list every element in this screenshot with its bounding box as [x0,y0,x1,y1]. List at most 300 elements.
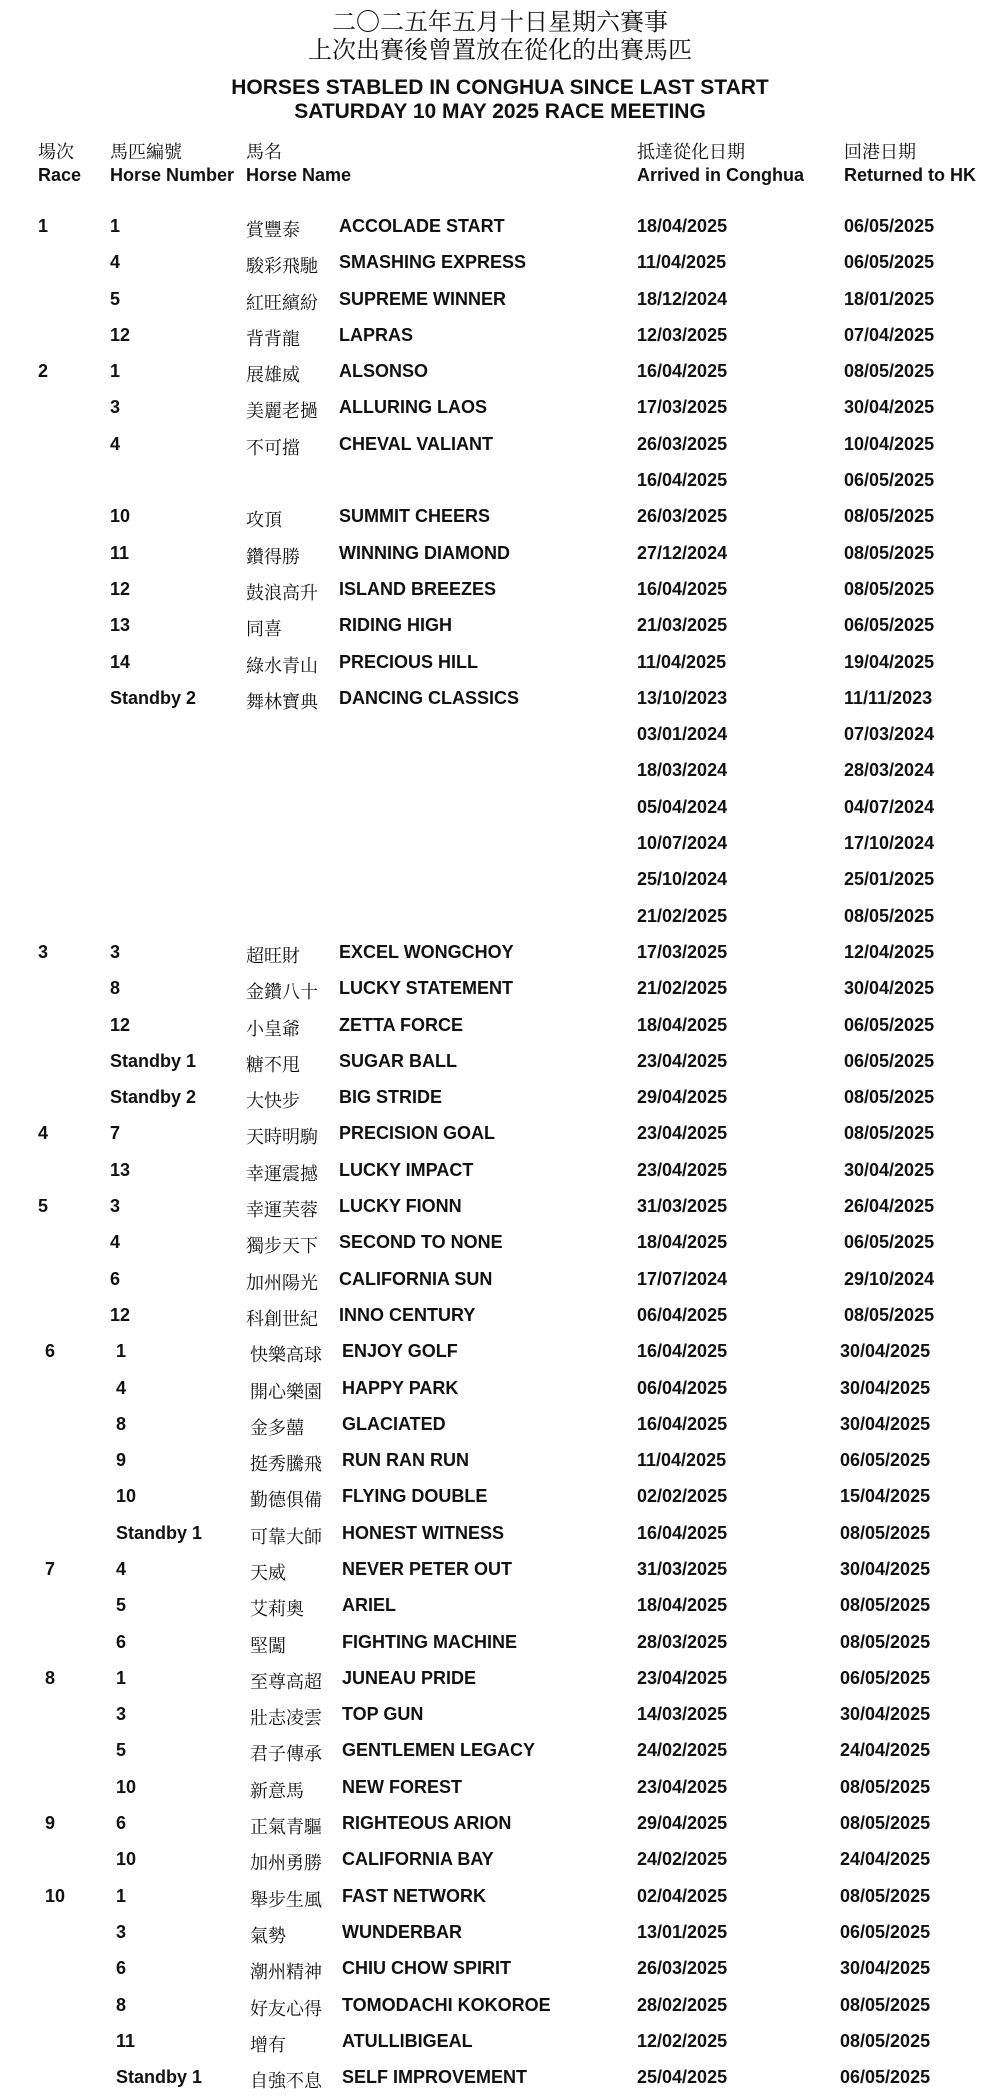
returned-date-cell: 24/04/2025 [840,1849,931,1870]
arrived-date-cell: 23/04/2025 [637,1159,728,1180]
arrived-date-cell: 11/04/2025 [637,1450,727,1471]
returned-date-cell: 06/05/2025 [840,1667,931,1688]
arrived-date-cell: 23/04/2025 [637,1667,728,1688]
horse-name-zh-cell: 紅旺繽紛 [246,292,318,314]
horse-number-cell: Standby 1 [116,1522,203,1543]
returned-date-cell: 30/04/2025 [844,1159,935,1180]
returned-date-cell: 06/05/2025 [840,1450,931,1471]
horse-name-zh-cell: 艾莉奧 [250,1599,304,1621]
race-cell: 3 [38,941,49,962]
horse-name-zh-cell: 糖不甩 [246,1054,300,1076]
horse-name-zh-cell: 美麗老撾 [246,401,318,423]
title-en-line-1: HORSES STABLED IN CONGHUA SINCE LAST START [231,76,769,99]
horse-number-cell: 4 [110,1232,121,1253]
horse-number-cell: Standby 1 [110,1050,197,1071]
returned-date-cell: 08/05/2025 [840,1885,931,1906]
table-row [0,1880,1000,1916]
horse-name-en-cell: GENTLEMEN LEGACY [342,1740,536,1761]
arrived-date-cell: 17/03/2025 [637,397,728,418]
horse-name-zh-cell: 大快步 [246,1091,300,1113]
race-cell: 2 [38,361,49,382]
race-cell: 1 [38,216,49,236]
table-row [0,1045,1000,1081]
arrived-date-cell: 29/04/2025 [637,1813,728,1834]
horse-name-en-cell: HAPPY PARK [342,1377,459,1398]
returned-date-cell: 24/04/2025 [840,1740,931,1761]
table-row [0,2061,1000,2097]
horse-number-cell: 3 [116,1921,127,1942]
returned-date-cell: 30/04/2025 [840,1377,931,1398]
horse-number-cell: 11 [116,2030,136,2051]
horse-number-cell: 1 [116,1667,127,1688]
horse-name-en-cell: RIDING HIGH [339,615,453,636]
race-cell: 8 [45,1667,56,1688]
table-row [0,1989,1000,2025]
returned-date-cell: 17/10/2024 [844,833,935,854]
table-row [0,1553,1000,1589]
table-row [0,210,1000,246]
arrived-date-cell: 12/03/2025 [637,324,728,345]
table-row [0,1734,1000,1770]
horse-name-en-cell: ISLAND BREEZES [339,578,497,599]
arrived-date-cell: 26/03/2025 [637,433,728,454]
table-row [0,1698,1000,1734]
table-row [0,718,1000,754]
arrived-date-cell: 10/07/2024 [637,833,728,854]
table-row [0,1843,1000,1879]
horse-number-cell: 3 [110,397,121,418]
arrived-date-cell: 18/04/2025 [637,216,728,236]
returned-date-cell: 29/10/2024 [844,1268,935,1289]
arrived-date-cell: 16/04/2025 [637,1413,728,1434]
horse-name-en-cell: NEW FOREST [342,1776,462,1797]
horse-name-en-cell: NEVER PETER OUT [342,1558,513,1579]
horse-name-en-cell: LUCKY FIONN [339,1196,462,1217]
horse-name-zh-cell: 賞豐泰 [246,220,300,241]
arrived-date-cell: 24/02/2025 [637,1740,728,1761]
horse-name-en-cell: SELF IMPROVEMENT [342,2067,528,2088]
arrived-date-cell: 02/04/2025 [637,1885,728,1906]
arrived-date-cell: 21/02/2025 [637,978,728,999]
horse-name-zh-cell: 金多囍 [250,1417,304,1439]
table-row [0,500,1000,536]
arrived-date-cell: 03/01/2024 [637,724,728,745]
horse-name-zh-cell: 背背龍 [246,328,300,350]
horse-name-zh-cell: 駿彩飛馳 [246,256,318,278]
returned-date-cell: 08/05/2025 [840,1813,931,1834]
horse-number-cell: 1 [116,1341,127,1362]
table-row [0,1263,1000,1299]
horse-name-zh-cell: 展雄威 [246,365,300,387]
returned-date-cell: 30/04/2025 [840,1413,931,1434]
horse-name-en-cell: CHEVAL VALIANT [339,433,494,454]
horse-name-en-cell: SECOND TO NONE [339,1232,503,1253]
column-header-horse-number-zh: 馬匹編號 [110,142,182,163]
returned-date-cell: 08/05/2025 [844,1304,935,1325]
column-header-arrived [637,142,804,186]
arrived-date-cell: 28/02/2025 [637,1994,728,2015]
table-row [0,1154,1000,1190]
returned-date-cell: 18/01/2025 [844,288,935,309]
returned-date-cell: 06/05/2025 [844,1050,935,1071]
race-cell: 4 [38,1123,49,1144]
horse-name-en-cell: WUNDERBAR [342,1921,462,1942]
returned-date-cell: 08/05/2025 [840,1522,931,1543]
returned-date-cell: 30/04/2025 [844,978,935,999]
horse-number-cell: 13 [110,1159,131,1180]
table-row [0,1916,1000,1952]
horse-name-en-cell: ATULLIBIGEAL [342,2030,473,2051]
horse-name-en-cell: FIGHTING MACHINE [342,1631,517,1652]
arrived-date-cell: 16/04/2025 [637,578,728,599]
horse-number-cell: 12 [110,578,131,599]
arrived-date-cell: 13/10/2023 [637,687,728,708]
returned-date-cell: 25/01/2025 [844,869,935,890]
horse-number-cell: 8 [116,1994,127,2015]
arrived-date-cell: 18/04/2025 [637,1232,728,1253]
table-row [0,1444,1000,1480]
column-header-horse-number-en: Horse Number [110,165,235,185]
horse-number-cell: Standby 1 [116,2067,203,2088]
table-row [0,1372,1000,1408]
column-header-returned-en: Returned to HK [844,165,976,185]
table-row [0,1952,1000,1988]
horse-number-cell: 4 [110,433,121,454]
returned-date-cell: 06/05/2025 [844,1014,935,1035]
arrived-date-cell: 26/03/2025 [637,506,728,527]
arrived-date-cell: 05/04/2024 [637,796,728,817]
table-row [0,1190,1000,1226]
returned-date-cell: 12/04/2025 [844,941,935,962]
table-row [0,464,1000,500]
horse-name-en-cell: CALIFORNIA BAY [342,1849,494,1870]
title-en-line-2: SATURDAY 10 MAY 2025 RACE MEETING [294,100,706,123]
arrived-date-cell: 11/04/2025 [637,651,727,672]
arrived-date-cell: 16/04/2025 [637,1522,728,1543]
horse-number-cell: 8 [110,978,121,999]
title-zh-line-1: 二〇二五年五月十日星期六賽事 [332,8,668,36]
table-row [0,609,1000,645]
horse-name-en-cell: PRECISION GOAL [339,1123,496,1144]
returned-date-cell: 08/05/2025 [844,578,935,599]
table-row [0,246,1000,282]
horse-name-en-cell: RUN RAN RUN [342,1450,469,1471]
horse-name-zh-cell: 挺秀騰飛 [250,1454,322,1476]
returned-date-cell: 30/04/2025 [840,1558,931,1579]
returned-date-cell: 04/07/2024 [844,796,935,817]
table-row [0,1226,1000,1262]
horse-number-cell: 10 [110,506,131,527]
horse-number-cell: 10 [116,1849,137,1870]
horse-name-zh-cell: 壯志凌雲 [250,1708,322,1730]
arrived-date-cell: 16/04/2025 [637,1341,728,1362]
table-row [0,1517,1000,1553]
returned-date-cell: 08/05/2025 [840,1595,931,1616]
table-row [0,1009,1000,1045]
horse-name-en-cell: LUCKY STATEMENT [339,978,513,999]
column-header-race-zh: 場次 [38,142,74,163]
arrived-date-cell: 13/01/2025 [637,1921,728,1942]
horse-name-en-cell: WINNING DIAMOND [339,542,510,563]
column-header-race [38,142,81,186]
horse-name-zh-cell: 可靠大師 [250,1526,322,1548]
returned-date-cell: 30/04/2025 [840,1341,931,1362]
returned-date-cell: 08/05/2025 [840,1631,931,1652]
arrived-date-cell: 16/04/2025 [637,361,728,382]
horse-number-cell: 6 [110,1268,121,1289]
horse-number-cell: Standby 2 [110,687,197,708]
horse-name-zh-cell: 攻頂 [246,510,282,532]
table-row [0,682,1000,718]
horse-name-zh-cell: 潮州精神 [250,1962,322,1984]
horse-name-zh-cell: 鼓浪高升 [246,582,318,604]
arrived-date-cell: 18/04/2025 [637,1595,728,1616]
table-row [0,1335,1000,1371]
horse-name-zh-cell: 鑽得勝 [246,546,300,568]
table-row [0,428,1000,464]
horse-number-cell: 1 [116,1885,127,1906]
horse-name-en-cell: LUCKY IMPACT [339,1159,474,1180]
returned-date-cell: 15/04/2025 [840,1486,931,1507]
returned-date-cell: 08/05/2025 [844,1087,935,1108]
race-cell: 9 [45,1813,56,1834]
horse-number-cell: 1 [110,361,121,382]
arrived-date-cell: 25/10/2024 [637,869,728,890]
horse-name-en-cell: EXCEL WONGCHOY [339,941,514,962]
race-cell: 5 [38,1196,49,1217]
returned-date-cell: 10/04/2025 [844,433,935,454]
table-row [0,1480,1000,1516]
arrived-date-cell: 29/04/2025 [637,1087,728,1108]
horse-number-cell: 5 [110,288,121,309]
table-row [0,319,1000,355]
horse-number-cell: 1 [110,216,121,236]
horse-number-cell: 3 [116,1704,127,1725]
horse-number-cell: 6 [116,1631,127,1652]
race-cell: 7 [45,1558,56,1579]
column-header-arrived-zh: 抵達從化日期 [637,142,745,163]
returned-date-cell: 11/11/2023 [844,687,933,708]
horse-name-zh-cell: 舞林寶典 [246,691,318,713]
column-header-horse-name-zh: 馬名 [246,142,282,163]
returned-date-cell: 07/03/2024 [844,724,935,745]
returned-date-cell: 30/04/2025 [840,1958,931,1979]
horse-name-en-cell: CHIU CHOW SPIRIT [342,1958,511,1979]
horse-number-cell: 12 [110,324,131,345]
table-row [0,1299,1000,1335]
returned-date-cell: 06/05/2025 [844,1232,935,1253]
horse-number-cell: 6 [116,1813,127,1834]
table-row [0,1807,1000,1843]
arrived-date-cell: 06/04/2025 [637,1377,728,1398]
arrived-date-cell: 11/04/2025 [637,252,727,273]
table-row [0,827,1000,863]
arrived-date-cell: 21/03/2025 [637,615,728,636]
horse-name-en-cell: JUNEAU PRIDE [342,1667,477,1688]
arrived-date-cell: 25/04/2025 [637,2067,728,2088]
horse-number-cell: 6 [116,1958,127,1979]
table-row [0,900,1000,936]
horse-number-cell: 12 [110,1014,131,1035]
horse-name-en-cell: TOMODACHI KOKOROE [342,1994,551,2015]
horse-name-zh-cell: 科創世紀 [246,1308,318,1330]
horse-name-en-cell: ACCOLADE START [339,216,505,236]
horse-number-cell: 8 [116,1413,127,1434]
table-row [0,646,1000,682]
table-row [0,1626,1000,1662]
horse-number-cell: 3 [110,941,121,962]
horse-number-cell: 9 [116,1450,127,1471]
arrived-date-cell: 17/03/2025 [637,941,728,962]
horse-name-en-cell: ARIEL [342,1595,396,1616]
horse-name-en-cell: SUPREME WINNER [339,288,507,309]
table-row [0,283,1000,319]
arrived-date-cell: 18/03/2024 [637,760,728,781]
horse-name-zh-cell: 正氣青驅 [250,1817,322,1839]
horse-name-zh-cell: 金鑽八十 [246,982,318,1004]
horse-name-zh-cell: 至尊高超 [250,1671,322,1693]
table-row [0,1589,1000,1625]
returned-date-cell: 06/05/2025 [844,216,935,236]
arrived-date-cell: 31/03/2025 [637,1558,728,1579]
horse-name-zh-cell: 同喜 [246,619,282,641]
returned-date-cell: 08/05/2025 [844,542,935,563]
returned-date-cell: 06/05/2025 [840,2067,931,2088]
horse-name-zh-cell: 氣勢 [250,1925,286,1947]
horse-name-en-cell: TOP GUN [342,1704,424,1725]
returned-date-cell: 28/03/2024 [844,760,935,781]
horse-name-zh-cell: 幸運震撼 [246,1163,318,1185]
horse-name-en-cell: DANCING CLASSICS [339,687,520,708]
table-row [0,1662,1000,1698]
horse-name-zh-cell: 新意馬 [250,1780,304,1802]
horse-name-zh-cell: 自強不息 [250,2071,322,2093]
returned-date-cell: 26/04/2025 [844,1196,935,1217]
horse-name-en-cell: SMASHING EXPRESS [339,252,527,273]
table-row [0,754,1000,790]
arrived-date-cell: 21/02/2025 [637,905,728,926]
table-row [0,791,1000,827]
table-row [0,537,1000,573]
horse-name-zh-cell: 加州勇勝 [250,1853,322,1875]
horse-name-en-cell: ALLURING LAOS [339,397,487,418]
arrived-date-cell: 14/03/2025 [637,1704,728,1725]
horse-name-zh-cell: 勤德俱備 [250,1490,322,1512]
horse-name-en-cell: LAPRAS [339,324,414,345]
table-row [0,1771,1000,1807]
table-row [0,1117,1000,1153]
title-zh-line-2: 上次出賽後曾置放在從化的出賽馬匹 [308,36,692,64]
horse-name-zh-cell: 幸運芙蓉 [246,1200,318,1222]
horse-number-cell: 4 [116,1558,127,1579]
race-cell: 6 [45,1341,56,1362]
table-row [0,2025,1000,2061]
returned-date-cell: 08/05/2025 [844,905,935,926]
table-row [0,1408,1000,1444]
page-header [0,8,1000,124]
arrived-date-cell: 27/12/2024 [637,542,728,563]
horse-name-en-cell: ENJOY GOLF [342,1341,458,1362]
arrived-date-cell: 18/12/2024 [637,288,728,309]
returned-date-cell: 06/05/2025 [844,615,935,636]
horse-name-zh-cell: 綠水青山 [246,655,318,677]
arrived-date-cell: 12/02/2025 [637,2030,728,2051]
horse-number-cell: 5 [116,1595,127,1616]
horse-number-cell: 13 [110,615,131,636]
returned-date-cell: 08/05/2025 [844,1123,935,1144]
horse-name-zh-cell: 不可擋 [246,437,300,459]
column-header-horse-name [246,142,351,186]
column-header-horse-name-en: Horse Name [246,165,352,185]
arrived-date-cell: 28/03/2025 [637,1631,728,1652]
horse-name-zh-cell: 加州陽光 [246,1272,318,1294]
horse-name-zh-cell: 君子傳承 [250,1744,322,1766]
horse-name-en-cell: PRECIOUS HILL [339,651,479,672]
arrived-date-cell: 06/04/2025 [637,1304,728,1325]
horse-name-zh-cell: 獨步天下 [246,1236,318,1258]
horse-name-zh-cell: 小皇爺 [246,1018,300,1040]
horse-name-en-cell: FAST NETWORK [342,1885,486,1906]
horse-name-en-cell: HONEST WITNESS [342,1522,505,1543]
race-cell: 10 [45,1885,66,1906]
returned-date-cell: 30/04/2025 [840,1704,931,1725]
arrived-date-cell: 24/02/2025 [637,1849,728,1870]
horse-name-en-cell: FLYING DOUBLE [342,1486,488,1507]
arrived-date-cell: 17/07/2024 [637,1268,728,1289]
arrived-date-cell: 23/04/2025 [637,1050,728,1071]
horse-name-en-cell: GLACIATED [342,1413,446,1434]
horse-name-zh-cell: 堅闖 [250,1635,286,1657]
horse-number-cell: 7 [110,1123,121,1144]
horse-name-zh-cell: 天威 [250,1562,286,1584]
column-header-returned [844,142,976,186]
horse-number-cell: 12 [110,1304,131,1325]
arrived-date-cell: 31/03/2025 [637,1196,728,1217]
horse-name-en-cell: ZETTA FORCE [339,1014,463,1035]
horse-name-zh-cell: 增有 [250,2034,286,2056]
horse-name-zh-cell: 超旺財 [246,945,300,967]
horse-name-zh-cell: 好友心得 [250,1998,322,2020]
arrived-date-cell: 16/04/2025 [637,470,728,491]
horse-number-cell: 5 [116,1740,127,1761]
horse-number-cell: 10 [116,1776,137,1797]
horse-table [0,210,1000,2097]
table-row [0,391,1000,427]
returned-date-cell: 08/05/2025 [840,2030,931,2051]
column-header-horse-number [110,142,234,186]
arrived-date-cell: 23/04/2025 [637,1123,728,1144]
returned-date-cell: 08/05/2025 [844,361,935,382]
table-row [0,573,1000,609]
returned-date-cell: 06/05/2025 [844,470,935,491]
horse-number-cell: 11 [110,542,130,563]
horse-number-cell: 3 [110,1196,121,1217]
horse-name-zh-cell: 快樂高球 [250,1345,322,1367]
horse-name-zh-cell: 天時明駒 [246,1127,318,1149]
table-row [0,863,1000,899]
horse-name-zh-cell: 舉步生風 [250,1889,322,1911]
returned-date-cell: 07/04/2025 [844,324,935,345]
arrived-date-cell: 02/02/2025 [637,1486,728,1507]
horse-name-en-cell: ALSONSO [339,361,429,382]
returned-date-cell: 08/05/2025 [840,1994,931,2015]
returned-date-cell: 06/05/2025 [840,1921,931,1942]
horse-number-cell: 10 [116,1486,137,1507]
horse-name-zh-cell: 開心樂園 [250,1381,322,1403]
returned-date-cell: 19/04/2025 [844,651,935,672]
column-header-arrived-en: Arrived in Conghua [637,165,805,185]
table-row [0,355,1000,391]
